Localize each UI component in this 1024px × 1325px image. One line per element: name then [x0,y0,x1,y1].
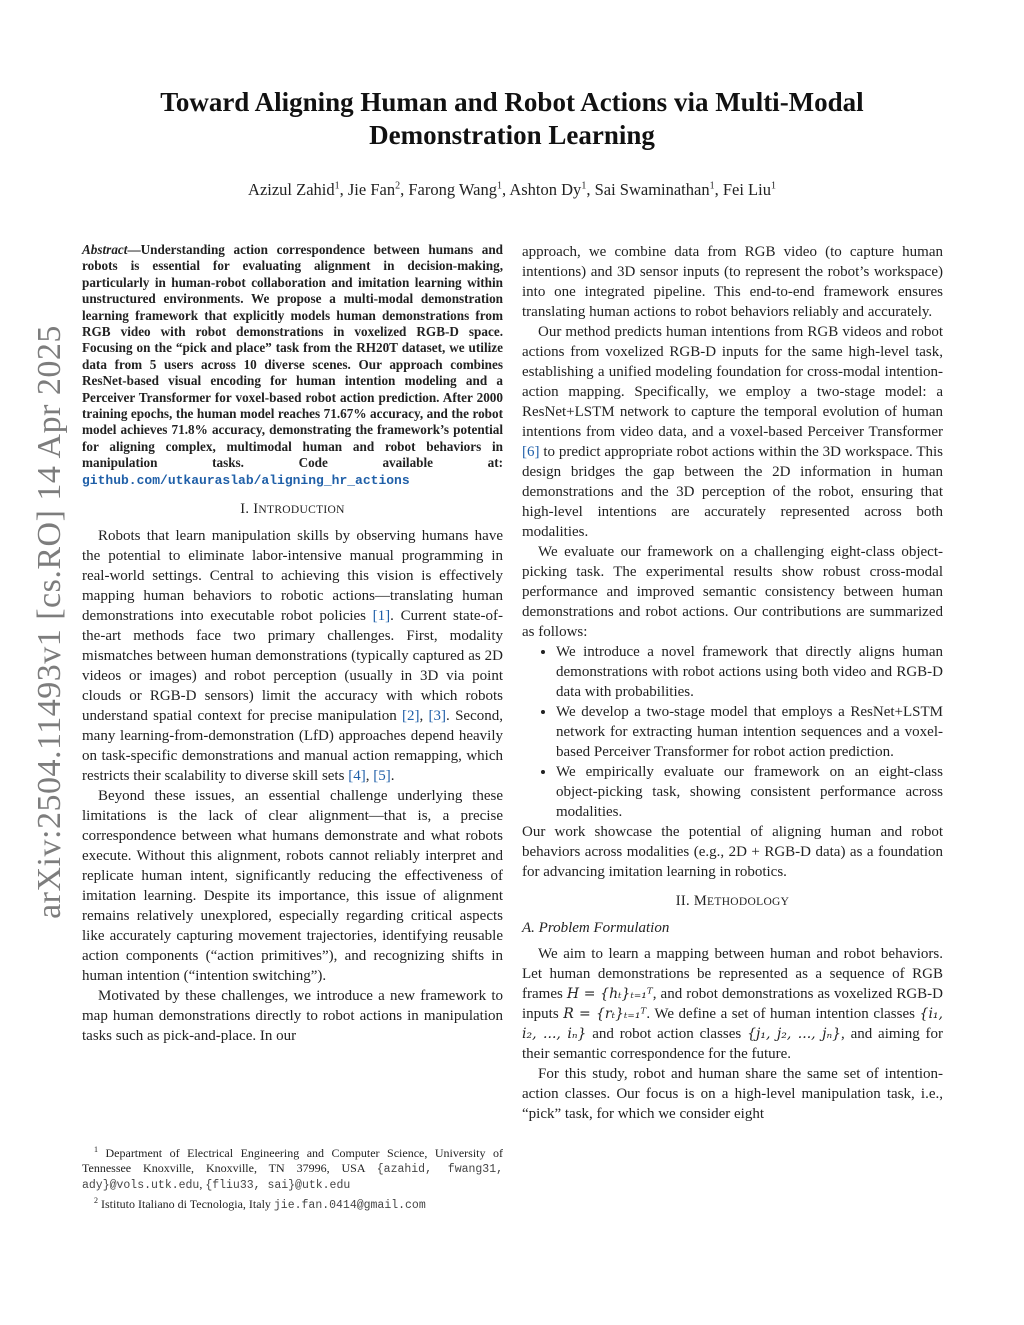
citation-link[interactable]: [4] [348,768,366,785]
intro-paragraph-6: Our work showcase the potential of aligning human and robot behaviors across modalities (e.g., 2D + RGB-D data) as a foundation for advancing imitation learning in robotics. [522,824,943,880]
intro-paragraph-4: Our method predicts human intentions from RGB videos and robot actions from voxelized RGB-D inputs for the same high-level task, establishing a unified modeling foundation for cross-modal intention-action mapping. Specifically, we employ a two-stage model: a ResNet+LSTM network to capture the temporal evolution of human intentions from video data, and a voxel-based Perceiver Transformer [6] to predict appropriate robot actions within the 3D workspace. This design bridges the gap between the 2D information in human demonstrations and the 3D perception of the robot, ensuring that high-level intentions are accurately represented across both modalities. [522,324,943,540]
author-name: Farong Wang [408,180,497,199]
citation-link[interactable]: [1] [372,608,391,625]
intro-paragraph-2: Beyond these issues, an essential challenge underlying these limitations is the lack of clear alignment—that is, a precise correspondence between what humans demonstrate and what robots execute. Without this alignment, robots cannot reliably interpret and replicate human intent, significantly reducing the effectiveness of imitation learning. Despite its importance, this issue of alignment remains relatively unexplored, especially regarding critical aspects like accurately capturing movement trajectories, identifying reusable action components (“action primitives”), and recognizing shifts in human intention (“intention switching”). [82,788,503,985]
citation-link[interactable]: [6] [522,444,540,460]
list-item: • We empirically evaluate our framework on an eight-class object-picking task, showing consistent performance across modalities. [556,762,943,822]
author-affiliation: 1 [770,180,776,192]
section-heading-introduction: I. INTRODUCTION [240,501,345,518]
footnote-2: $^2$ Istituto Italiano di Tecnologia, Italy jie.fan.0414@gmail.com [94,1196,426,1212]
author-emails: {azahid, fwang31, ady}@vols.utk.edu [82,1163,504,1192]
footnotes [82,1142,503,1213]
author-affiliation: 2 [395,180,401,192]
left-column [82,242,503,1046]
author-emails: {fliu33, sai}@utk.edu [205,1179,351,1192]
author-affiliation: 1 [334,180,340,192]
citation-link[interactable]: [5] [373,768,391,785]
abstract [82,242,503,489]
author-name: Sai Swaminathan [594,180,710,199]
subsection-heading-problem-formulation: A. Problem Formulation [522,920,670,936]
code-repository-link[interactable]: github.com/utkauraslab/aligning_hr_actions [82,472,410,488]
author-affiliation: 1 [581,180,587,192]
footnote-1: $^1$ Department of Electrical Engineering and Computer Science, University of Tennessee Knoxville, Knoxville, TN 37996, USA {azahid, fwang31, ady}@vols.utk.edu, {fliu33, sai}@utk.edu [82,1145,504,1192]
intro-paragraph-1: Robots that learn manipulation skills by observing humans have the potential to eliminate labor-intensive manual programming in real-world settings. Central to achieving this vision is effectively mapping human behaviors to robotic actions—translating human demonstrations into executable robot policies [1]. Current state-of-the-art methods face two primary challenges. First, modality mismatches between human demonstrations (typically captured as 2D videos or images) and robot perception (usually in 3D via point clouds or RGB-D sensors) limit the accuracy with which robots understand spatial context for precise manipulation [2], [3]. Second, many learning-from-demonstration (LfD) approaches depend heavily on task-specific demonstrations and manual action remapping, which restricts their scalability to diverse skill sets [4], [5]. [82,528,504,785]
author-email: jie.fan.0414@gmail.com [273,1199,426,1212]
citation-link[interactable]: [3] [428,708,447,725]
abstract-label: Abstract [82,242,128,257]
arxiv-identifier: arXiv:2504.11493v1 [cs.RO] 14 Apr 2025 [31,325,68,919]
author-name: Fei Liu [722,180,771,199]
contribution-list [522,642,943,822]
math-human-frames: H = {hₜ}ₜ₌₁ᵀ [566,986,653,1002]
author-affiliation: 1 [709,180,715,192]
method-paragraph-1: We aim to learn a mapping between human and robot behaviors. Let human demonstrations be represented as a sequence of RGB frames H = {hₜ}ₜ₌₁ᵀ, and robot demonstrations as voxelized RGB-D inputs R = {rₜ}ₜ₌₁ᵀ. We define a set of human intention classes {i₁, i₂, ..., iₙ} and robot action classes {j₁, j₂, ..., jₙ}, and aiming for their semantic correspondence for the future. [522,946,944,1062]
author-name: Azizul Zahid [248,180,335,199]
method-paragraph-2: For this study, robot and human share the same set of intention-action classes. Our focus is on a high-level manipulation task, i.e., “pick” task, for which we consider eight [522,1066,943,1122]
math-robot-inputs: R = {rₜ}ₜ₌₁ᵀ [563,1006,647,1022]
author-name: Ashton Dy [509,180,582,199]
author-affiliation: 1 [497,180,502,192]
abstract-text: —Understanding action correspondence between humans and robots is essential for evaluating alignment in decision-making, particularly in human-robot collaboration and imitation learning within unstructured environments. We propose a multi-modal demonstration learning framework that explicitly models human demonstrations from RGB video with robot demonstrations in voxelized RGB-D space. Focusing on the “pick and place” task from the RH20T dataset, we utilize data from 5 users across 10 diverse scenes. Our approach combines ResNet-based visual encoding for human intention modeling and a Perceiver Transformer for voxel-based robot action prediction. After 2000 training epochs, the human model reaches 71.67% accuracy, and the robot model achieves 71.8% accuracy, demonstrating the framework’s potential for aligning complex, multimodal human and robot behaviors in manipulation tasks. Code available at: [82,242,503,471]
right-column [522,242,943,1124]
title-line-1: Toward Aligning Human and Robot Actions via Multi-Modal [160,87,864,117]
math-intention-classes: {i₁, i₂, ..., iₙ} [522,1006,943,1042]
author-list: Azizul Zahid$^1$, Jie Fan$^2$, Farong Wang$^1$, Ashton Dy$^1$, Sai Swaminathan$^1$, Fei Liu$^1$ [248,180,776,199]
math-action-classes: {j₁, j₂, ..., jₙ} [747,1026,842,1042]
intro-paragraph-continued: approach, we combine data from RGB video (to capture human intentions) and 3D sensor inputs (to represent the robot’s workspace) into one integrated pipeline. This end-to-end framework ensures translating human actions to robot behaviors reliably and accurately. [522,244,943,320]
title-line-2: Demonstration Learning [369,120,655,150]
intro-paragraph-5: We evaluate our framework on a challenging eight-class object-picking task. The experimental results show robust cross-modal performance and improved semantic consistency between human demonstrations and robot actions. Our contributions are summarized as follows: [522,544,943,640]
citation-link[interactable]: [2] [401,708,420,725]
section-heading-methodology: II. METHODOLOGY [675,893,790,909]
author-name: Jie Fan [347,180,396,199]
intro-paragraph-3: Motivated by these challenges, we introduce a new framework to map human demonstrations directly to robot actions in manipulation tasks such as pick-and-place. In our [82,988,503,1045]
list-item: • We introduce a novel framework that directly aligns human demonstrations with robot actions using both video and RGB-D data with probabilities. [556,642,943,702]
paper-title [100,86,924,152]
list-item: • We develop a two-stage model that employs a ResNet+LSTM network for extracting human intention sequences and a voxel-based Perceiver Transformer for robot action prediction. [556,702,943,762]
